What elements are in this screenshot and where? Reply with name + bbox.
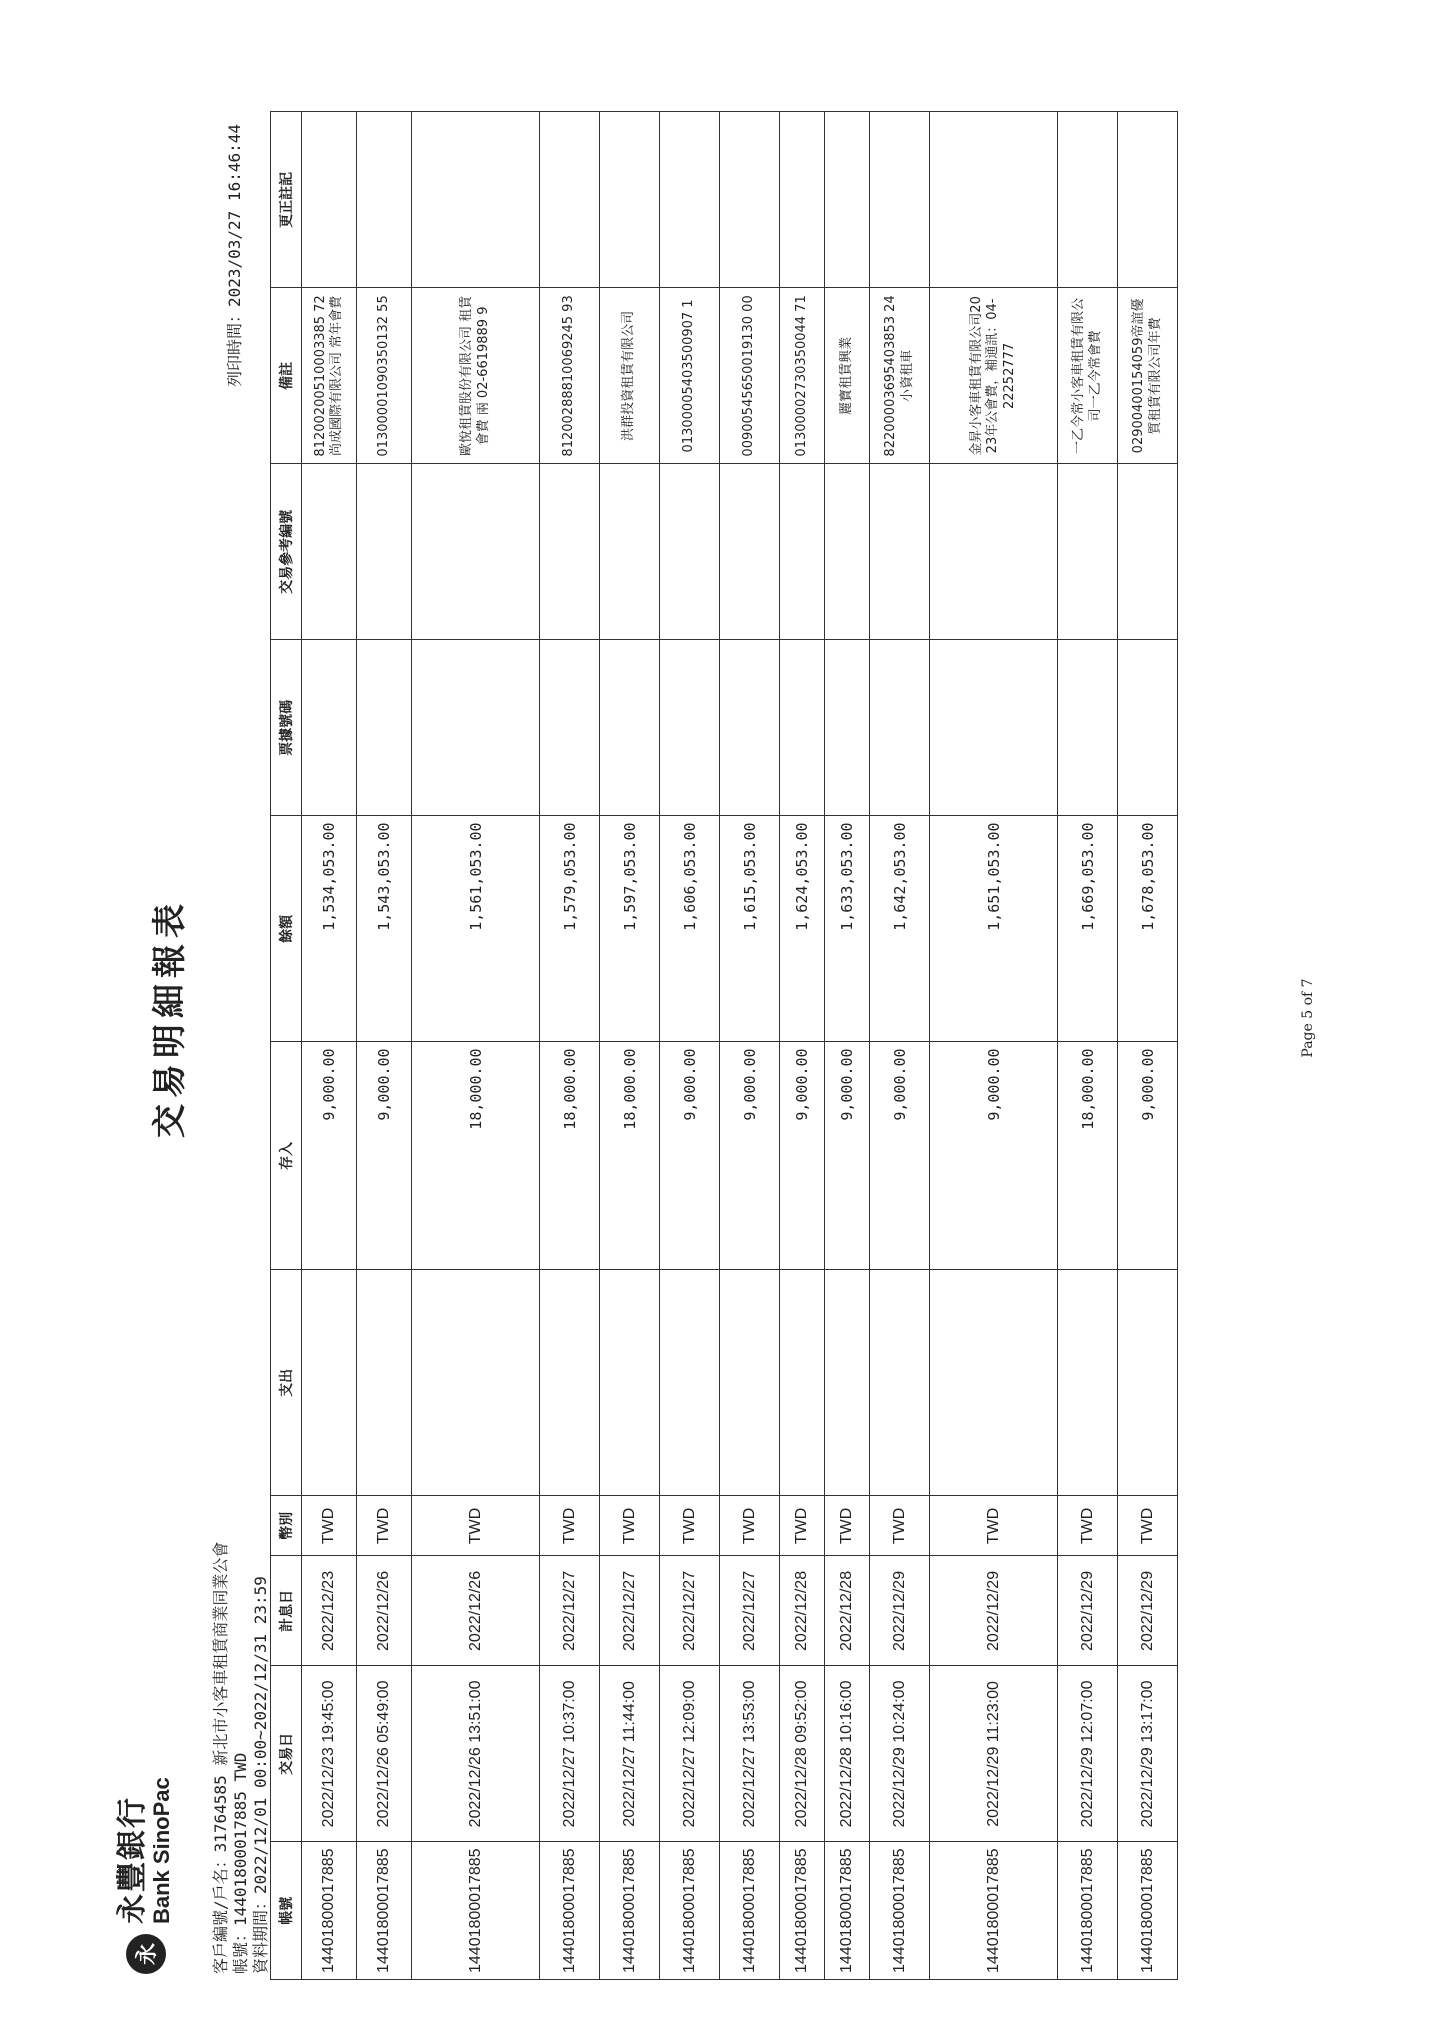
- account-cell: 14401800017885: [930, 1842, 1058, 1980]
- col-header-note: 備註: [271, 288, 302, 464]
- correction-cell: [600, 112, 660, 288]
- col-header-value-date: 計息日: [271, 1556, 302, 1666]
- note-cell: 81200288810069245 93: [540, 288, 600, 464]
- note-cell: 金昇小客車租賃有限公司2023年公會費，補通訊：04-22252777: [930, 288, 1058, 464]
- account-cell: 14401800017885: [540, 1842, 600, 1980]
- balance-cell: 1,624,053.00: [780, 816, 825, 1042]
- account-cell: 14401800017885: [1058, 1842, 1118, 1980]
- value-date-cell: 2022/12/29: [870, 1556, 930, 1666]
- currency-cell: TWD: [720, 1496, 780, 1556]
- table-row: [660, 112, 720, 1980]
- account-cell: 14401800017885: [302, 1842, 357, 1980]
- balance-cell: 1,606,053.00: [660, 816, 720, 1042]
- cheque-no-cell: [870, 640, 930, 816]
- balance-cell: 1,651,053.00: [930, 816, 1058, 1042]
- cheque-no-cell: [357, 640, 412, 816]
- value-date-cell: 2022/12/28: [780, 1556, 825, 1666]
- currency-cell: TWD: [660, 1496, 720, 1556]
- table-row: [780, 112, 825, 1980]
- value-date-cell: 2022/12/27: [660, 1556, 720, 1666]
- correction-cell: [870, 112, 930, 288]
- txn-time-cell: 2022/12/28 10:16:00: [825, 1666, 870, 1842]
- account-info: 帳號：14401800017885 TWD: [231, 1752, 250, 1974]
- txn-time-cell: 2022/12/27 13:53:00: [720, 1666, 780, 1842]
- ref-no-cell: [720, 464, 780, 640]
- credit-cell: 9,000.00: [302, 1042, 357, 1270]
- credit-cell: 18,000.00: [540, 1042, 600, 1270]
- correction-cell: [1118, 112, 1178, 288]
- balance-cell: 1,615,053.00: [720, 816, 780, 1042]
- currency-cell: TWD: [1058, 1496, 1118, 1556]
- value-date-cell: 2022/12/27: [720, 1556, 780, 1666]
- value-date-cell: 2022/12/27: [600, 1556, 660, 1666]
- cheque-no-cell: [540, 640, 600, 816]
- credit-cell: 18,000.00: [412, 1042, 540, 1270]
- credit-cell: 9,000.00: [1118, 1042, 1178, 1270]
- txn-time-cell: 2022/12/23 19:45:00: [302, 1666, 357, 1842]
- debit-cell: [660, 1270, 720, 1496]
- balance-cell: 1,633,053.00: [825, 816, 870, 1042]
- note-cell: 00900545650019130 00: [720, 288, 780, 464]
- note-cell: 歐悅租賃股份有限公司 租賃會費 兩 02-6619889 9: [412, 288, 540, 464]
- note-cell: 01300002730350044 71: [780, 288, 825, 464]
- note-cell: 82200003695403853 24小資租車: [870, 288, 930, 464]
- debit-cell: [302, 1270, 357, 1496]
- credit-cell: 9,000.00: [660, 1042, 720, 1270]
- table-row: [930, 112, 1058, 1980]
- txn-time-cell: 2022/12/27 10:37:00: [540, 1666, 600, 1842]
- ref-no-cell: [1118, 464, 1178, 640]
- col-header-ref-no: 交易參考編號: [271, 464, 302, 640]
- cheque-no-cell: [1058, 640, 1118, 816]
- correction-cell: [660, 112, 720, 288]
- credit-cell: 9,000.00: [357, 1042, 412, 1270]
- table-row: [1058, 112, 1118, 1980]
- debit-cell: [412, 1270, 540, 1496]
- balance-cell: 1,642,053.00: [870, 816, 930, 1042]
- debit-cell: [1118, 1270, 1178, 1496]
- ref-no-cell: [660, 464, 720, 640]
- balance-cell: 1,579,053.00: [540, 816, 600, 1042]
- debit-cell: [540, 1270, 600, 1496]
- note-cell: 01300001090350132 55: [357, 288, 412, 464]
- customer-info: 客戶編號/戶名：31764585 新北市小客車租賃商業同業公會: [211, 1541, 230, 1974]
- balance-cell: 1,534,053.00: [302, 816, 357, 1042]
- currency-cell: TWD: [357, 1496, 412, 1556]
- page-number: Page 5 of 7: [1300, 978, 1316, 1058]
- ref-no-cell: [825, 464, 870, 640]
- txn-time-cell: 2022/12/29 12:07:00: [1058, 1666, 1118, 1842]
- note-cell: 洪群投資租賃有限公司: [600, 288, 660, 464]
- ref-no-cell: [1058, 464, 1118, 640]
- credit-cell: 9,000.00: [720, 1042, 780, 1270]
- correction-cell: [825, 112, 870, 288]
- cheque-no-cell: [412, 640, 540, 816]
- currency-cell: TWD: [540, 1496, 600, 1556]
- balance-cell: 1,561,053.00: [412, 816, 540, 1042]
- account-cell: 14401800017885: [870, 1842, 930, 1980]
- table-header-row: [271, 112, 302, 1980]
- cheque-no-cell: [930, 640, 1058, 816]
- value-date-cell: 2022/12/26: [357, 1556, 412, 1666]
- currency-cell: TWD: [600, 1496, 660, 1556]
- table-row: [540, 112, 600, 1980]
- note-cell: 01300005403500907 1: [660, 288, 720, 464]
- note-cell: 81200200510003385 72尚成國際有限公司 常年會費: [302, 288, 357, 464]
- ref-no-cell: [357, 464, 412, 640]
- credit-cell: 18,000.00: [1058, 1042, 1118, 1270]
- ref-no-cell: [412, 464, 540, 640]
- currency-cell: TWD: [930, 1496, 1058, 1556]
- account-cell: 14401800017885: [412, 1842, 540, 1980]
- correction-cell: [357, 112, 412, 288]
- currency-cell: TWD: [780, 1496, 825, 1556]
- correction-cell: [780, 112, 825, 288]
- table-row: [870, 112, 930, 1980]
- debit-cell: [780, 1270, 825, 1496]
- balance-cell: 1,678,053.00: [1118, 816, 1178, 1042]
- debit-cell: [600, 1270, 660, 1496]
- ref-no-cell: [540, 464, 600, 640]
- credit-cell: 18,000.00: [600, 1042, 660, 1270]
- txn-time-cell: 2022/12/26 13:51:00: [412, 1666, 540, 1842]
- value-date-cell: 2022/12/23: [302, 1556, 357, 1666]
- note-cell: 一乙今常小客車租賃有限公司一乙今常會費: [1058, 288, 1118, 464]
- txn-time-cell: 2022/12/28 09:52:00: [780, 1666, 825, 1842]
- correction-cell: [1058, 112, 1118, 288]
- table-row: [302, 112, 357, 1980]
- currency-cell: TWD: [825, 1496, 870, 1556]
- report-title: 交易明細報表: [150, 898, 190, 1138]
- account-cell: 14401800017885: [660, 1842, 720, 1980]
- value-date-cell: 2022/12/28: [825, 1556, 870, 1666]
- account-cell: 14401800017885: [780, 1842, 825, 1980]
- correction-cell: [720, 112, 780, 288]
- col-header-account: 帳號: [271, 1842, 302, 1980]
- txn-time-cell: 2022/12/26 05:49:00: [357, 1666, 412, 1842]
- correction-cell: [540, 112, 600, 288]
- debit-cell: [930, 1270, 1058, 1496]
- correction-cell: [412, 112, 540, 288]
- col-header-txn-date: 交易日: [271, 1666, 302, 1842]
- table-row: [720, 112, 780, 1980]
- txn-time-cell: 2022/12/27 12:09:00: [660, 1666, 720, 1842]
- col-header-currency: 幣別: [271, 1496, 302, 1556]
- ref-no-cell: [870, 464, 930, 640]
- debit-cell: [720, 1270, 780, 1496]
- correction-cell: [302, 112, 357, 288]
- balance-cell: 1,669,053.00: [1058, 816, 1118, 1042]
- debit-cell: [357, 1270, 412, 1496]
- value-date-cell: 2022/12/29: [1058, 1556, 1118, 1666]
- account-cell: 14401800017885: [720, 1842, 780, 1980]
- bank-emblem-icon: 永: [126, 1934, 166, 1974]
- currency-cell: TWD: [302, 1496, 357, 1556]
- txn-time-cell: 2022/12/29 10:24:00: [870, 1666, 930, 1842]
- bank-name-zh: 永豐銀行: [115, 1796, 150, 1924]
- debit-cell: [870, 1270, 930, 1496]
- note-cell: 麗寶租賃興業: [825, 288, 870, 464]
- ref-no-cell: [930, 464, 1058, 640]
- credit-cell: 9,000.00: [825, 1042, 870, 1270]
- table-row: [357, 112, 412, 1980]
- col-header-debit: 支出: [271, 1270, 302, 1496]
- table-row: [825, 112, 870, 1980]
- col-header-cheque-no: 票據號碼: [271, 640, 302, 816]
- col-header-balance: 餘額: [271, 816, 302, 1042]
- txn-time-cell: 2022/12/29 13:17:00: [1118, 1666, 1178, 1842]
- value-date-cell: 2022/12/26: [412, 1556, 540, 1666]
- debit-cell: [1058, 1270, 1118, 1496]
- value-date-cell: 2022/12/27: [540, 1556, 600, 1666]
- cheque-no-cell: [780, 640, 825, 816]
- ref-no-cell: [302, 464, 357, 640]
- value-date-cell: 2022/12/29: [1118, 1556, 1178, 1666]
- balance-cell: 1,597,053.00: [600, 816, 660, 1042]
- account-cell: 14401800017885: [825, 1842, 870, 1980]
- cheque-no-cell: [660, 640, 720, 816]
- debit-cell: [825, 1270, 870, 1496]
- table-row: [600, 112, 660, 1980]
- correction-cell: [930, 112, 1058, 288]
- credit-cell: 9,000.00: [780, 1042, 825, 1270]
- txn-time-cell: 2022/12/27 11:44:00: [600, 1666, 660, 1842]
- currency-cell: TWD: [870, 1496, 930, 1556]
- bank-name-en: Bank SinoPac: [149, 1777, 174, 1924]
- table-row: [412, 112, 540, 1980]
- col-header-correction: 更正註記: [271, 112, 302, 288]
- txn-time-cell: 2022/12/29 11:23:00: [930, 1666, 1058, 1842]
- period-info: 資料期間：2022/12/01 00:00~2022/12/31 23:59: [251, 1576, 270, 1974]
- cheque-no-cell: [720, 640, 780, 816]
- credit-cell: 9,000.00: [870, 1042, 930, 1270]
- currency-cell: TWD: [1118, 1496, 1178, 1556]
- cheque-no-cell: [1118, 640, 1178, 816]
- ref-no-cell: [600, 464, 660, 640]
- transaction-rows: [302, 112, 1178, 1980]
- currency-cell: TWD: [412, 1496, 540, 1556]
- transaction-table: [270, 111, 1178, 1980]
- account-cell: 14401800017885: [600, 1842, 660, 1980]
- cheque-no-cell: [825, 640, 870, 816]
- ref-no-cell: [780, 464, 825, 640]
- cheque-no-cell: [302, 640, 357, 816]
- account-cell: 14401800017885: [1118, 1842, 1178, 1980]
- print-time: 列印時間：2023/03/27 16:46:44: [225, 124, 244, 388]
- account-cell: 14401800017885: [357, 1842, 412, 1980]
- table-row: [1118, 112, 1178, 1980]
- credit-cell: 9,000.00: [930, 1042, 1058, 1270]
- cheque-no-cell: [600, 640, 660, 816]
- value-date-cell: 2022/12/29: [930, 1556, 1058, 1666]
- col-header-credit: 存入: [271, 1042, 302, 1270]
- note-cell: 02900400154059帝誼優質租賃有限公司年費: [1118, 288, 1178, 464]
- balance-cell: 1,543,053.00: [357, 816, 412, 1042]
